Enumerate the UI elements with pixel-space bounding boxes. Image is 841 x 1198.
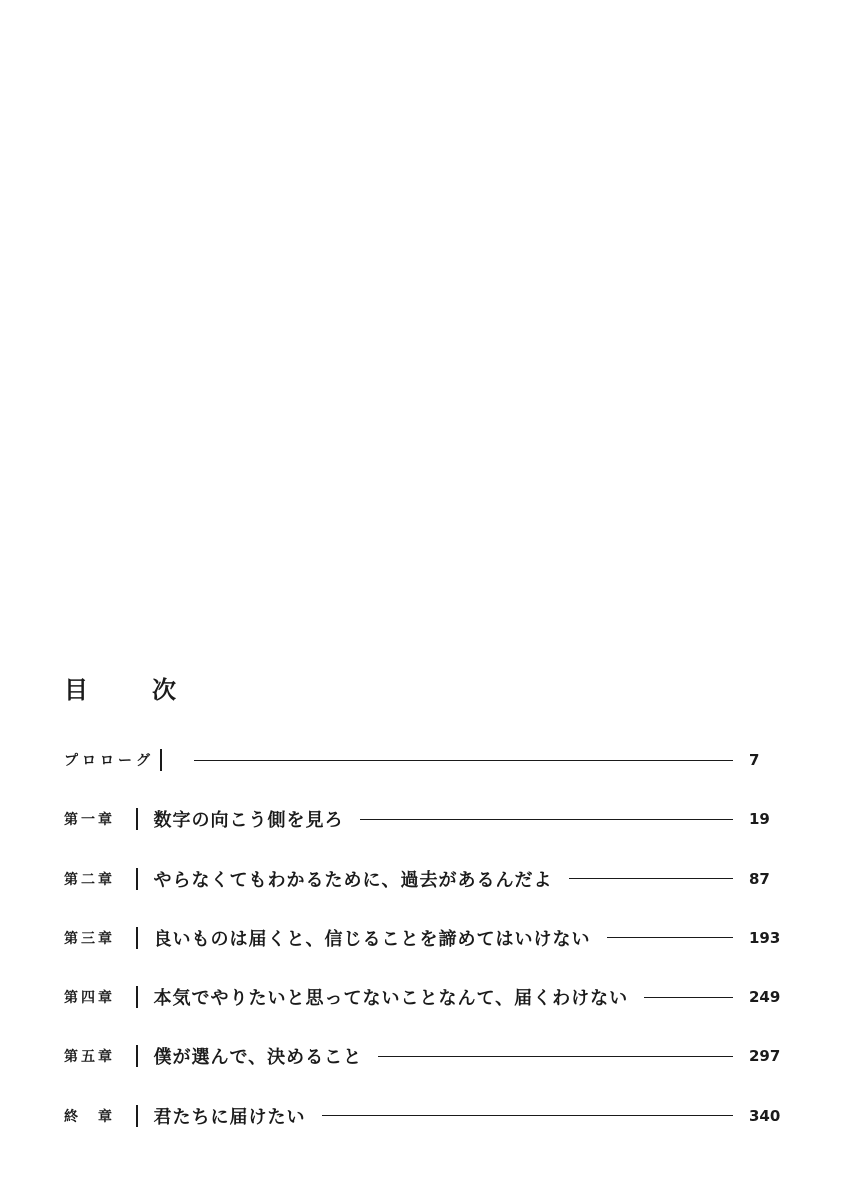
page-number: 340	[749, 1106, 781, 1125]
chapter-title: やらなくてもわかるために、過去があるんだよ	[153, 869, 553, 891]
chapter-label: 第五章	[64, 1049, 115, 1066]
chapter-title: 良いものは届くと、信じることを諦めてはいけない	[153, 928, 591, 950]
chapter-label: 終 章	[64, 1108, 115, 1125]
chapter-label: プロローグ	[64, 753, 154, 769]
page-number: 297	[749, 1047, 781, 1066]
toc-entry-final-chapter[interactable]	[64, 1098, 779, 1134]
chapter-title: 君たちに届けたい	[153, 1106, 306, 1128]
leader-line	[194, 760, 734, 761]
divider	[136, 927, 138, 949]
page-title: 目 次	[64, 676, 196, 705]
divider	[136, 986, 138, 1008]
toc-entry-chapter-3[interactable]	[64, 920, 779, 956]
chapter-label: 第一章	[64, 812, 115, 829]
leader-line	[569, 878, 734, 879]
chapter-label: 第二章	[64, 871, 115, 888]
chapter-title: 本気でやりたいと思ってないことなんて、届くわけない	[153, 988, 629, 1010]
leader-line	[607, 937, 734, 938]
chapter-label: 第四章	[64, 990, 115, 1007]
divider	[136, 808, 138, 830]
page-number: 19	[749, 810, 770, 829]
toc-entry-prologue[interactable]	[64, 742, 779, 778]
divider	[136, 1045, 138, 1067]
toc-list	[64, 742, 779, 1157]
page-number: 7	[749, 751, 760, 769]
toc-entry-chapter-5[interactable]	[64, 1038, 779, 1074]
leader-line	[644, 997, 733, 998]
page-number: 87	[749, 869, 770, 888]
divider	[160, 749, 162, 771]
chapter-title: 数字の向こう側を見ろ	[153, 810, 344, 832]
divider	[136, 1105, 138, 1127]
chapter-title: 僕が選んで、決めること	[153, 1047, 363, 1069]
toc-entry-chapter-4[interactable]	[64, 979, 779, 1015]
toc-entry-chapter-1[interactable]	[64, 801, 779, 837]
divider	[136, 868, 138, 890]
page-number: 249	[749, 988, 781, 1007]
leader-line	[322, 1115, 734, 1116]
page-number: 193	[749, 928, 781, 947]
leader-line	[360, 819, 734, 820]
leader-line	[378, 1056, 733, 1057]
chapter-label: 第三章	[64, 930, 115, 947]
toc-entry-chapter-2[interactable]	[64, 861, 779, 897]
